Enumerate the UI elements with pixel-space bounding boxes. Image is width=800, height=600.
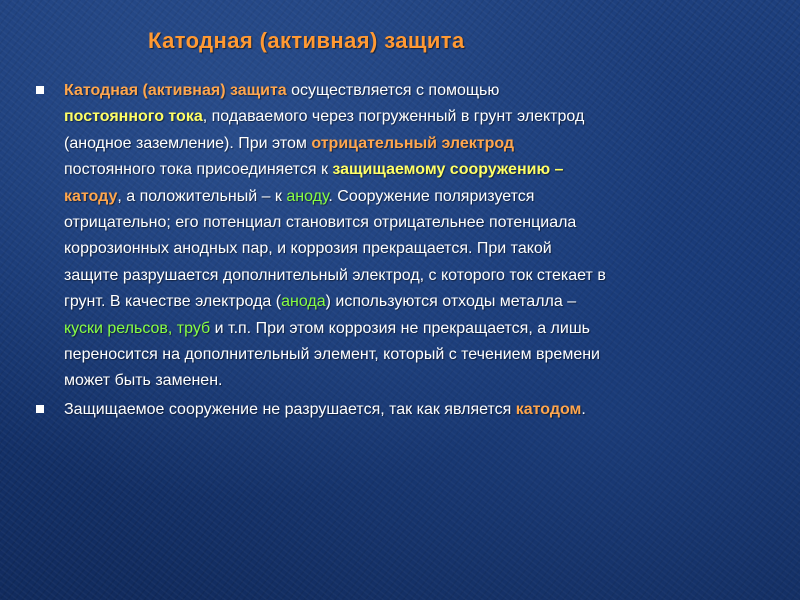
text-run: отрицательно; его потенциал становится отрицательнее потенциала xyxy=(64,214,577,232)
highlighted-term: постоянного тока xyxy=(64,108,203,126)
text-line xyxy=(64,78,784,104)
bullet-item xyxy=(0,397,784,423)
text-line xyxy=(64,104,784,130)
text-run: , подаваемого через погруженный в грунт электрод xyxy=(202,108,585,126)
text-line xyxy=(64,131,784,157)
text-run: , а положительный – к xyxy=(117,187,287,205)
text-run: защите разрушается дополнительный электрод, с которого ток стекает в xyxy=(64,266,606,284)
highlighted-term: защищаемому сооружению – xyxy=(332,161,564,179)
text-run: грунт. В качестве электрода ( xyxy=(64,293,282,311)
bullet-list xyxy=(0,78,784,423)
text-run: . xyxy=(581,400,586,418)
text-run: (анодное заземление). При этом xyxy=(64,134,312,152)
highlighted-term: катоду xyxy=(64,187,118,205)
text-line xyxy=(64,368,784,394)
text-line xyxy=(64,289,784,315)
highlighted-term: Катодная (активная) защита xyxy=(64,82,287,99)
highlighted-term: аноду xyxy=(286,187,329,205)
text-line xyxy=(64,342,784,368)
text-run: . Сооружение поляризуется xyxy=(328,187,535,205)
text-run: постоянного тока присоединяется к xyxy=(64,161,333,179)
text-line xyxy=(64,316,784,342)
text-line xyxy=(64,157,784,183)
text-line xyxy=(64,263,784,289)
highlighted-term: катодом xyxy=(515,400,582,418)
text-run: Защищаемое сооружение не разрушается, так как является xyxy=(64,400,516,418)
text-run: и т.п. При этом коррозия не прекращается, а лишь xyxy=(210,319,590,337)
text-run: может быть заменен. xyxy=(64,372,223,390)
text-line xyxy=(64,397,784,423)
text-line xyxy=(64,184,784,210)
text-run: ) используются отходы металла – xyxy=(325,293,577,311)
bullet-item xyxy=(0,78,784,395)
slide-title: Катодная (активная) защита xyxy=(148,28,465,53)
text-run: переносится на дополнительный элемент, который с течением времени xyxy=(64,346,600,364)
highlighted-term: отрицательный электрод xyxy=(311,134,515,152)
text-run: коррозионных анодных пар, и коррозия прекращается. При такой xyxy=(64,240,552,258)
square-bullet-icon xyxy=(36,86,44,94)
text-line xyxy=(64,210,784,236)
square-bullet-icon xyxy=(36,405,44,413)
highlighted-term: куски рельсов, труб xyxy=(64,319,211,337)
text-run: осуществляется с помощью xyxy=(286,82,500,99)
text-line xyxy=(64,236,784,262)
highlighted-term: анода xyxy=(281,293,326,311)
